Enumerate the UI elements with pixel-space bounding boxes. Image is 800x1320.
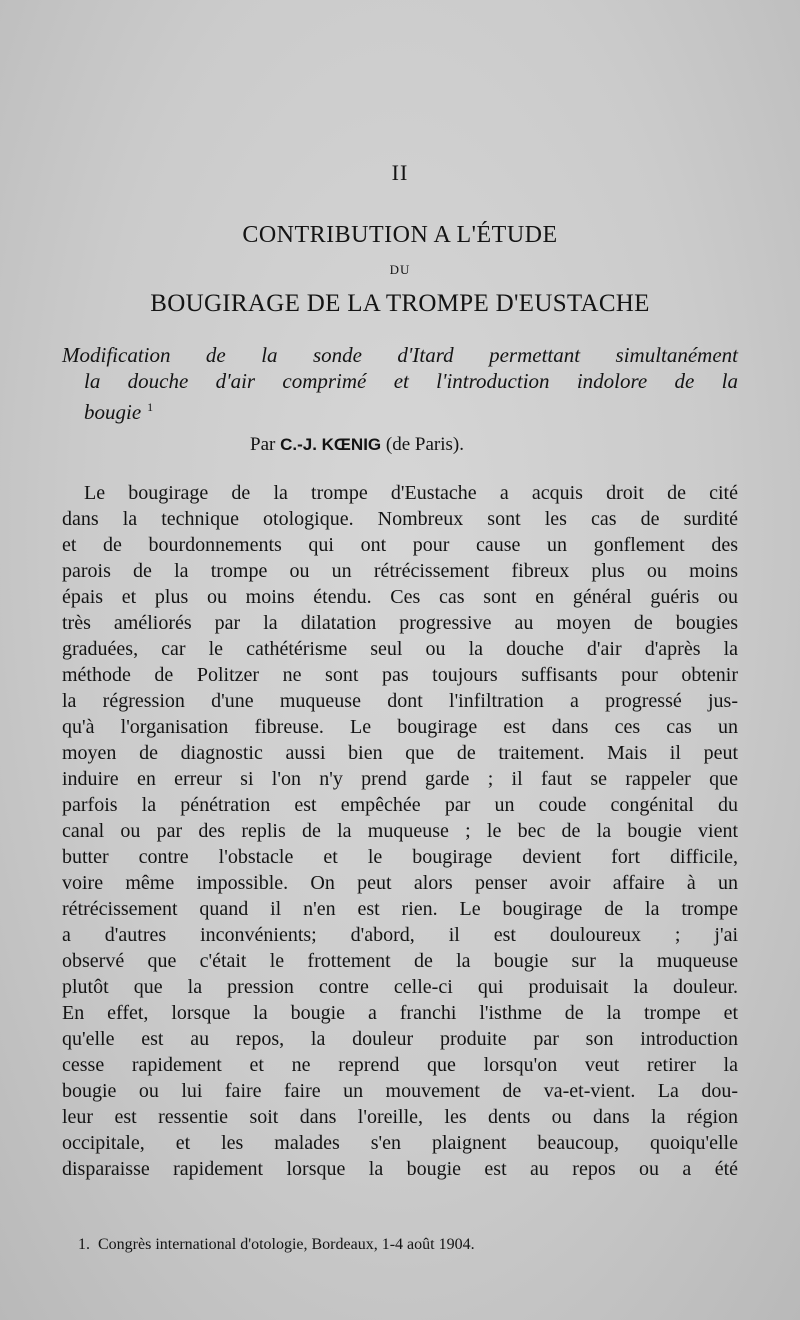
- body-line: épais et plus ou moins étendu. Ces cas sont en général guéris ou: [62, 586, 738, 608]
- chapter-number: II: [391, 160, 409, 185]
- body-line: cesse rapidement et ne reprend que lorsqu'on veut retirer la: [62, 1054, 738, 1076]
- byline: [250, 434, 464, 456]
- byline-suffix: (de Paris).: [385, 434, 464, 455]
- body-line: très améliorés par la dilatation progressive au moyen de bougies: [62, 612, 738, 634]
- body-line: graduées, car le cathétérisme seul ou la douche d'air d'après la: [62, 638, 738, 660]
- body-line: leur est ressentie soit dans l'oreille, les dents ou dans la région: [62, 1106, 738, 1128]
- title-line-1: CONTRIBUTION A L'ÉTUDE: [242, 222, 558, 248]
- body-line: parfois la pénétration est empêchée par un coude congénital du: [62, 794, 738, 816]
- title-line-2: DU: [389, 262, 411, 277]
- body-line: parois de la trompe ou un rétrécissement fibreux plus ou moins: [62, 560, 738, 582]
- body-line: qu'à l'organisation fibreuse. Le bougirage est dans ces cas un: [62, 716, 738, 738]
- author-name: C.-J. KŒNIG: [280, 435, 382, 454]
- body-line: observé que c'était le frottement de la bougie sur la muqueuse: [62, 950, 738, 972]
- body-line: butter contre l'obstacle et le bougirage devient fort difficile,: [62, 846, 738, 868]
- subtitle-line-1: Modification de la sonde d'Itard permettant simultanément: [62, 343, 738, 367]
- subtitle-line-3-text: bougie: [84, 400, 142, 424]
- byline-prefix: Par: [250, 434, 276, 455]
- body-line: a d'autres inconvénients; d'abord, il est douloureux ; j'ai: [62, 924, 738, 946]
- body-line: occipitale, et les malades s'en plaignent beaucoup, quoiqu'elle: [62, 1132, 738, 1154]
- body-line: la régression d'une muqueuse dont l'infiltration a progressé jus-: [62, 690, 738, 712]
- body-line: bougie ou lui faire faire un mouvement de va-et-vient. La dou-: [62, 1080, 738, 1102]
- body-line: dans la technique otologique. Nombreux sont les cas de surdité: [62, 508, 738, 530]
- body-line: En effet, lorsque la bougie a franchi l'isthme de la trompe et: [62, 1002, 738, 1024]
- body-line: rétrécissement quand il n'en est rien. Le bougirage de la trompe: [62, 898, 738, 920]
- body-line: disparaisse rapidement lorsque la bougie est au repos ou a été: [62, 1158, 738, 1180]
- body-line: et de bourdonnements qui ont pour cause un gonflement des: [62, 534, 738, 556]
- body-line: méthode de Politzer ne sont pas toujours suffisants pour obtenir: [62, 664, 738, 686]
- subtitle-line-2: la douche d'air comprimé et l'introduction indolore de la: [84, 369, 738, 393]
- body-line: voire même impossible. On peut alors penser avoir affaire à un: [62, 872, 738, 894]
- body-line: qu'elle est au repos, la douleur produite par son introduction: [62, 1028, 738, 1050]
- footnote-text: Congrès international d'otologie, Bordeaux, 1-4 août 1904.: [98, 1236, 475, 1253]
- body-line: plutôt que la pression contre celle-ci qui produisait la douleur.: [62, 976, 738, 998]
- body-line: Le bougirage de la trompe d'Eustache a acquis droit de cité: [84, 482, 738, 504]
- subtitle: [62, 342, 738, 424]
- subtitle-line-3: [62, 394, 738, 424]
- body-line: moyen de diagnostic aussi bien que de traitement. Mais il peut: [62, 742, 738, 764]
- body-line: canal ou par des replis de la muqueuse ; le bec de la bougie vient: [62, 820, 738, 842]
- footnote-marker: 1: [147, 400, 154, 414]
- footnote: [78, 1236, 475, 1254]
- title-line-3: BOUGIRAGE DE LA TROMPE D'EUSTACHE: [150, 290, 650, 317]
- footnote-number: 1.: [78, 1236, 90, 1253]
- body-line: induire en erreur si l'on n'y prend garde ; il faut se rappeler que: [62, 768, 738, 790]
